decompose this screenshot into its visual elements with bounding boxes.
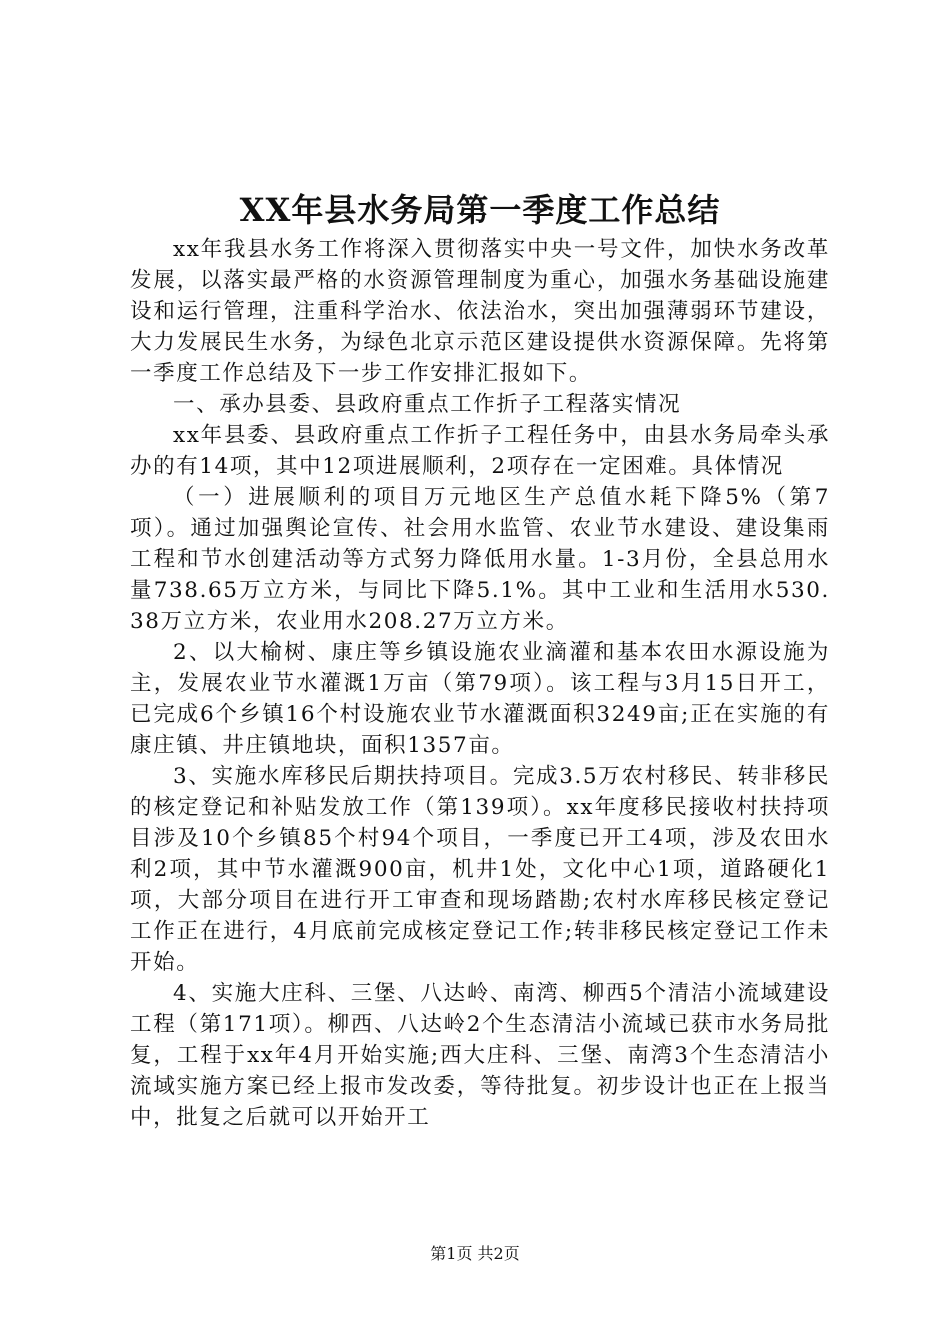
document-body <box>130 234 830 1133</box>
paragraph-item-1: （一）进展顺利的项目万元地区生产总值水耗下降5%（第7项）。通过加强舆论宣传、社会用水监管、农业节水建设、建设集雨工程和节水创建活动等方式努力降低用水量。1-3月份，全县总用水量738.65万立方米，与同比下降5.1%。其中工业和生活用水530.38万立方米，农业用水208.27万立方米。 <box>130 485 830 634</box>
paragraph-overview: xx年县委、县政府重点工作折子工程任务中，由县水务局牵头承办的有14项，其中12项进展顺利，2项存在一定困难。具体情况 <box>130 423 830 479</box>
paragraph-item-4: 4、实施大庄科、三堡、八达岭、南湾、柳西5个清洁小流域建设工程（第171项）。柳西、八达岭2个生态清洁小流域已获市水务局批复，工程于xx年4月开始实施;西大庄科、三堡、南湾3个生态清洁小流域实施方案已经上报市发改委，等待批复。初步设计也正在上报当中，批复之后就可以开始开工 <box>130 981 830 1130</box>
page-number-footer: 第1页 共2页 <box>430 1244 520 1263</box>
paragraph-item-3: 3、实施水库移民后期扶持项目。完成3.5万农村移民、转非移民的核定登记和补贴发放工作（第139项）。xx年度移民接收村扶持项目涉及10个乡镇85个村94个项目，一季度已开工4项，涉及农田水利2项，其中节水灌溉900亩，机井1处，文化中心1项，道路硬化1项，大部分项目在进行开工审查和现场踏勘;农村水库移民核定登记工作正在进行，4月底前完成核定登记工作;转非移民核定登记工作未开始。 <box>130 764 830 975</box>
document-title: XX年县水务局第一季度工作总结 <box>239 191 721 229</box>
section-heading: 一、承办县委、县政府重点工作折子工程落实情况 <box>173 392 682 417</box>
paragraph-item-2: 2、以大榆树、康庄等乡镇设施农业滴灌和基本农田水源设施为主，发展农业节水灌溉1万亩（第79项）。该工程与3月15日开工，已完成6个乡镇16个村设施农业节水灌溉面积3249亩;正在实施的有康庄镇、井庄镇地块，面积1357亩。 <box>130 640 830 758</box>
paragraph-intro: xx年我县水务工作将深入贯彻落实中央一号文件，加快水务改革发展，以落实最严格的水资源管理制度为重心，加强水务基础设施建设和运行管理，注重科学治水、依法治水，突出加强薄弱环节建设，大力发展民生水务，为绿色北京示范区建设提供水资源保障。先将第一季度工作总结及下一步工作安排汇报如下。 <box>130 237 830 386</box>
